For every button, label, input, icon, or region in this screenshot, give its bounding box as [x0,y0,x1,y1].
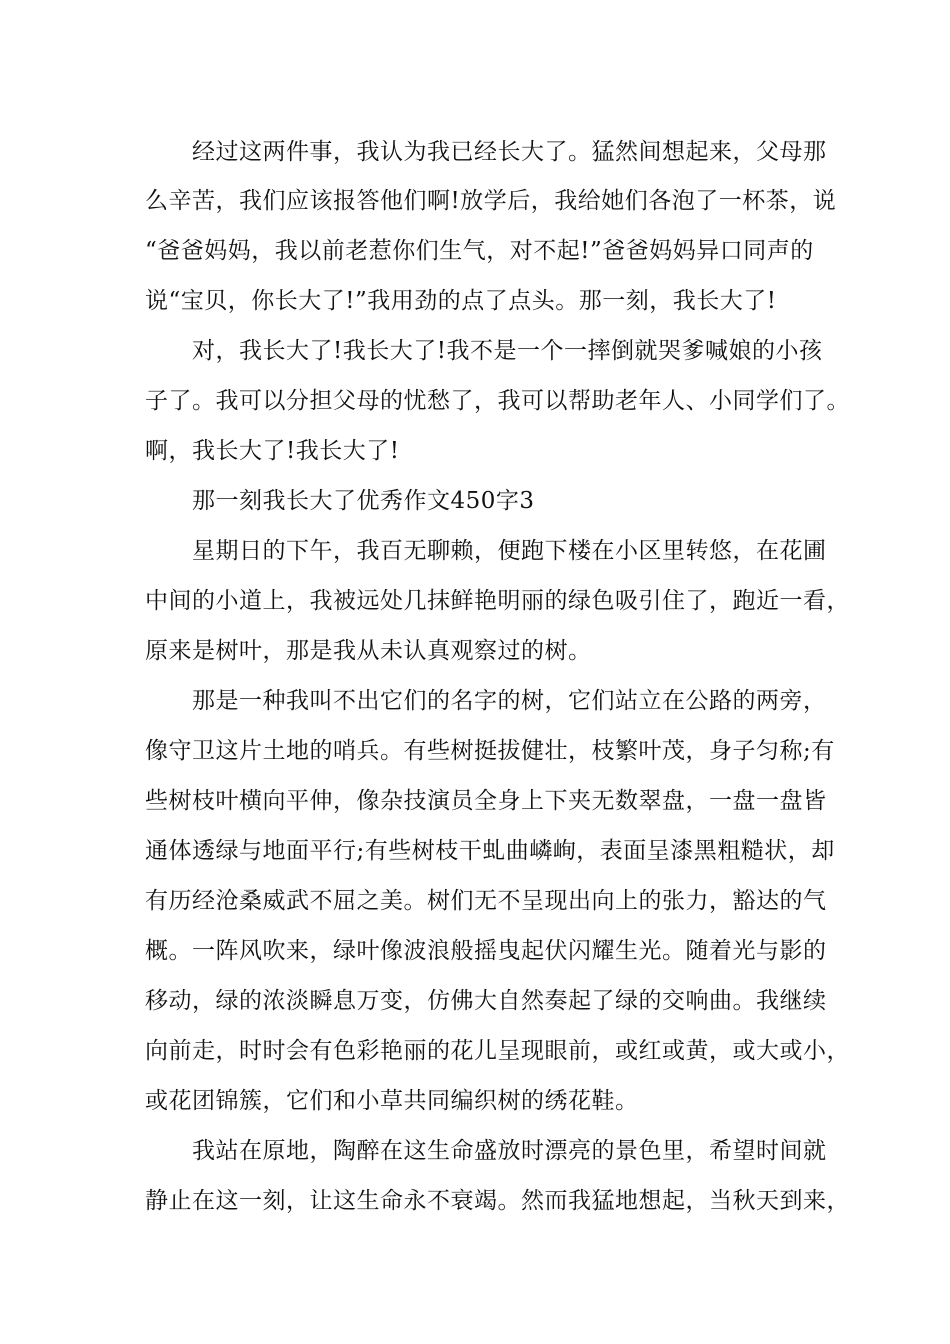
text-line: 我站在原地，陶醉在这生命盛放时漂亮的景色里，希望时间就 [192,1138,827,1164]
text-line: 啊，我长大了!我长大了! [145,438,400,464]
text-line: 静止在这一刻，让这生命永不衰竭。然而我猛地想起，当秋天到来， [145,1188,850,1214]
text-line: 概。一阵风吹来，绿叶像波浪般摇曳起伏闪耀生光。随着光与影的 [145,938,827,964]
text-line: 对，我长大了!我长大了!我不是一个一摔倒就哭爹喊娘的小孩 [192,338,823,364]
text-line: “爸爸妈妈，我以前老惹你们生气，对不起!”爸爸妈妈异口同声的 [145,238,814,264]
text-line: 有历经沧桑威武不屈之美。树们无不呈现出向上的张力，豁达的气 [145,888,827,914]
text-line: 些树枝叶横向平伸，像杂技演员全身上下夹无数翠盘，一盘一盘皆 [145,788,827,814]
text-line: 星期日的下午，我百无聊赖，便跑下楼在小区里转悠，在花圃 [192,538,827,564]
text-line: 或花团锦簇，它们和小草共同编织树的绣花鞋。 [145,1088,639,1114]
text-line: 中间的小道上，我被远处几抹鲜艳明丽的绿色吸引住了，跑近一看， [145,588,850,614]
text-line: 说“宝贝，你长大了!”我用劲的点了点头。那一刻，我长大了! [145,288,777,314]
text-line: 那是一种我叫不出它们的名字的树，它们站立在公路的两旁， [192,688,827,714]
text-line: 向前走，时时会有色彩艳丽的花儿呈现眼前，或红或黄，或大或小， [145,1038,850,1064]
text-line: 原来是树叶，那是我从未认真观察过的树。 [145,638,592,664]
text-line: 么辛苦，我们应该报答他们啊!放学后，我给她们各泡了一杯茶，说 [145,188,837,214]
text-line: 移动，绿的浓淡瞬息万变，仿佛大自然奏起了绿的交响曲。我继续 [145,988,827,1014]
text-line: 子了。我可以分担父母的忧愁了，我可以帮助老年人、小同学们了。 [145,388,850,414]
text-line: 经过这两件事，我认为我已经长大了。猛然间想起来，父母那 [192,139,827,165]
text-line: 通体透绿与地面平行;有些树枝干虬曲嶙峋，表面呈漆黑粗糙状，却 [145,838,835,864]
text-line: 像守卫这片土地的哨兵。有些树挺拔健壮，枝繁叶茂，身子匀称;有 [145,738,835,764]
section-heading: 那一刻我长大了优秀作文450字3 [192,488,535,514]
